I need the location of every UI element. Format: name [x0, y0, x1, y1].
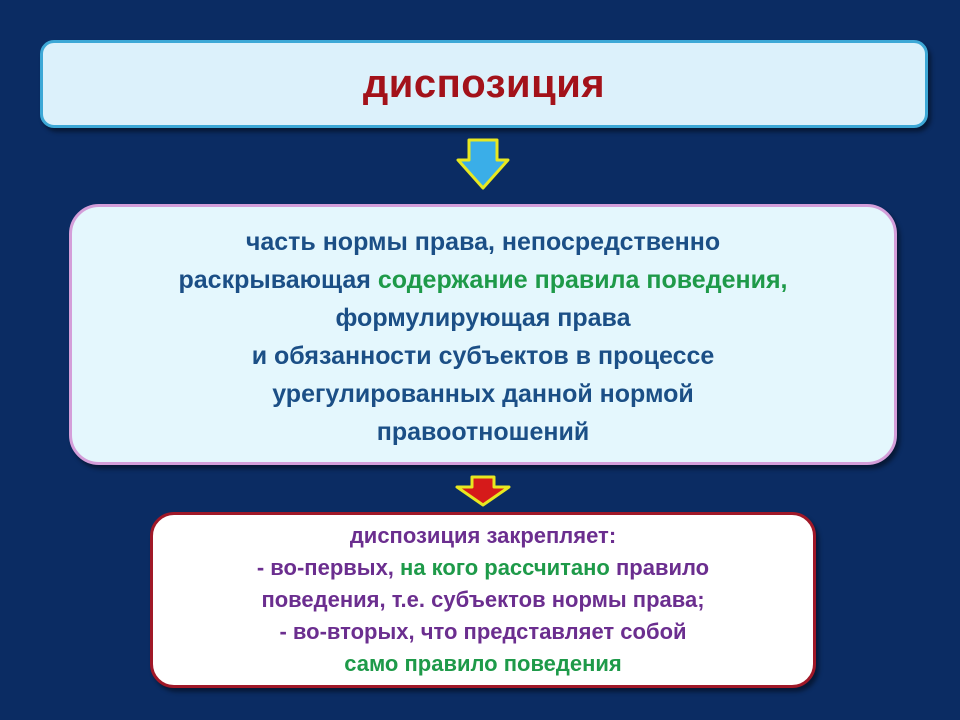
definition-line-1: часть нормы права, непосредственно [245, 227, 721, 256]
consequence-box [150, 512, 816, 688]
definition-line-3: формулирующая права [335, 303, 631, 332]
consequence-item-1-line-2: поведения, т.е. субъектов нормы права; [261, 587, 705, 612]
definition-line-2-text: раскрывающая [178, 265, 378, 294]
consequence-item-1-highlight: на кого рассчитано [400, 555, 616, 580]
consequence-item-1-marker: - во-первых, [256, 555, 401, 580]
definition-line-4: и обязанности субъектов в процессе [251, 341, 715, 370]
consequence-item-2: - во-вторых, что представляет собой [279, 619, 687, 644]
definition-box [69, 204, 897, 465]
arrow-down-icon [455, 475, 511, 507]
definition-line-2 [179, 261, 788, 299]
consequence-item-1 [257, 552, 709, 584]
definition-line-5: урегулированных данной нормой [272, 379, 694, 408]
arrow-down-icon [456, 138, 510, 190]
definition-line-6: правоотношений [376, 417, 590, 446]
definition-highlight: содержание правила поведения, [377, 265, 788, 294]
consequence-heading: диспозиция закрепляет: [349, 523, 617, 548]
consequence-item-1-tail: правило [615, 555, 710, 580]
slide-title: диспозиция [362, 61, 606, 106]
title-box [40, 40, 928, 128]
consequence-item-2-line-2: само правило поведения [344, 651, 622, 676]
